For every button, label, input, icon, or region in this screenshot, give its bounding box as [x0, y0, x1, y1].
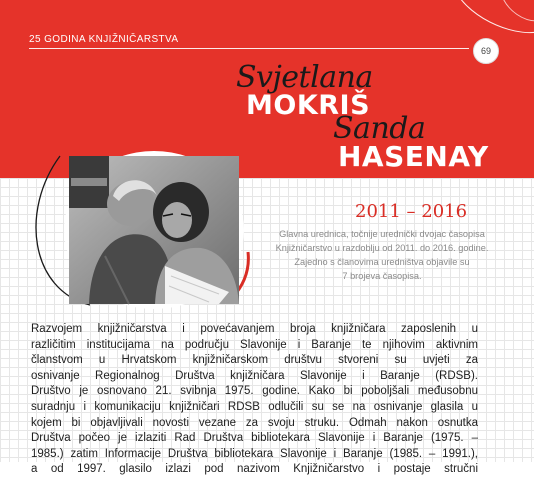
first-name-1: Svjetlana	[236, 60, 373, 95]
first-name-2: Sanda	[333, 111, 426, 146]
body-line: članstvom u Hrvatskom knjižničarskom društvu stvoreni su uvjeti za	[31, 354, 478, 367]
body-line: 1985.) zatim Informacije Društva bibliotekara Slavonije i Baranje (1985. – 1991.),	[31, 447, 478, 460]
caption-line: 7 brojeva časopisa.	[342, 271, 422, 281]
section-label: 25 GODINA KNJIŽNIČARSTVA	[29, 34, 179, 45]
editors-photo	[69, 156, 239, 304]
body-line: osnivanje Regionalnog Društva knjižničara Slavonije i Baranje (RDSB).	[31, 369, 478, 382]
body-line: kojem bi objavljivali novosti vezane za svoju struku. Odmah nakon osnutka	[31, 416, 478, 429]
caption-line: Zajedno s članovima uredništva objavile su	[294, 257, 470, 267]
tenure-caption	[254, 227, 510, 283]
body-line: suradnju i komunikaciju knjižničari RDSB odlučili su se na osnivanje glasila u	[31, 400, 478, 413]
body-line: Društvo je osnovano 21. svibnja 1975. godine. Kako bi poboljšali međusobnu	[31, 385, 478, 398]
last-name-1: MOKRIŠ	[246, 90, 371, 121]
body-line: a od 1997. glasilo izlazi pod nazivom Knjižničarstvo i postaje stručni	[31, 463, 478, 476]
header-rule	[29, 48, 469, 49]
page-number: 69	[473, 38, 499, 64]
last-name-2: HASENAY	[338, 140, 489, 173]
body-line: Razvojem knjižničarstva i povećavanjem broja knjižničara zaposlenih u	[31, 323, 478, 335]
tenure-years: 2011 – 2016	[355, 201, 468, 222]
body-line: različitim institucijama na području Slavonije i Baranje te njihovim aktivnim	[31, 338, 478, 351]
article-body	[31, 322, 478, 478]
editors-photo-illustration	[69, 156, 239, 304]
caption-line: Glavna urednica, točnije urednički dvojac časopisa	[279, 229, 485, 239]
body-line: Društva počeo je izlaziti Rad Društva bibliotekara Slavonije i Baranje (1975. –	[31, 432, 478, 445]
caption-line: Knjižničarstvo u razdoblju od 2011. do 2016. godine.	[275, 243, 489, 253]
